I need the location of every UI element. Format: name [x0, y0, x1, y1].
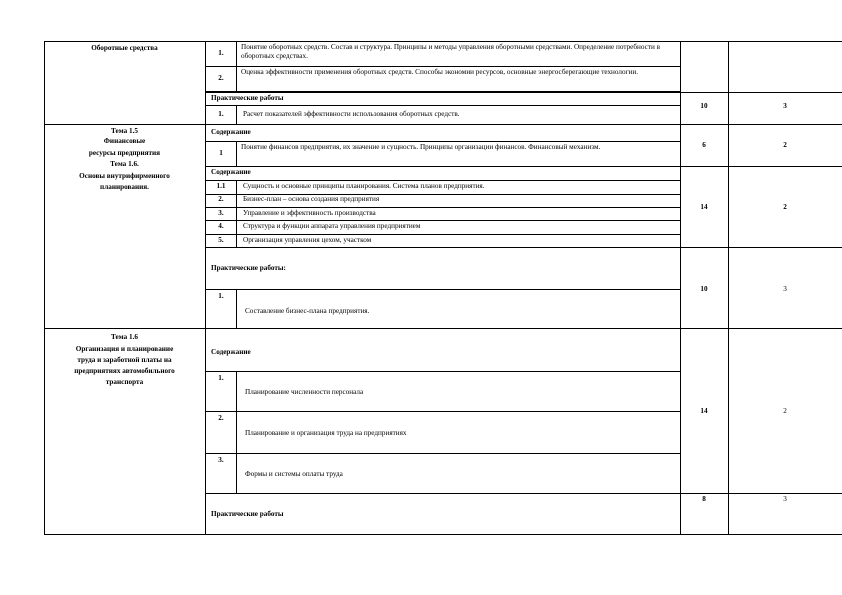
- item-number: 1.: [218, 374, 224, 382]
- item-number: 1.: [218, 292, 224, 300]
- hours-value: 6: [702, 141, 706, 149]
- item-text: Составление бизнес-плана предприятия.: [245, 307, 370, 315]
- topic-line: Финансовые: [103, 137, 146, 145]
- hours-value: 10: [700, 102, 708, 110]
- topic-line: труда и заработной платы на: [77, 356, 172, 364]
- level-value: 2: [783, 141, 787, 149]
- hours-value: 14: [700, 407, 708, 415]
- level-value: 3: [783, 495, 787, 503]
- level-value: 2: [783, 407, 787, 415]
- hours-value: 14: [700, 203, 708, 211]
- topic-line: Тема 1.6: [111, 333, 138, 341]
- item-text: Расчет показателей эффективности использования оборотных средств.: [243, 110, 460, 118]
- level-value: 3: [783, 285, 787, 293]
- content-label: Содержание: [211, 168, 251, 176]
- topic-line: Тема 1.6.: [110, 160, 139, 168]
- table-bottom-border: [44, 534, 842, 535]
- level-value: 3: [783, 102, 787, 110]
- level-value: 2: [783, 203, 787, 211]
- item-text: Бизнес-план – основа создания предприятия: [243, 195, 380, 203]
- topic-line: предприятиях автомобильного: [74, 367, 175, 375]
- topic-line: Организация и планирование: [75, 345, 174, 353]
- hours-value: 8: [702, 495, 706, 503]
- topic-line: Тема 1.5: [111, 127, 138, 135]
- hours-value: 10: [700, 285, 708, 293]
- item-number: 2.: [218, 74, 224, 82]
- item-number: 2.: [218, 414, 224, 422]
- item-text: Управление и эффективность производства: [243, 209, 376, 217]
- topic-title: Оборотные средства: [91, 44, 158, 52]
- item-number: 3.: [218, 456, 224, 464]
- item-number: 1.: [218, 49, 224, 57]
- item-number: 4.: [218, 222, 224, 230]
- topic-line: Основы внутрифирменного: [79, 172, 170, 180]
- table-top-border: [44, 41, 842, 42]
- item-text: Организация управления цехом, участком: [243, 236, 372, 244]
- practice-label: Практические работы: [211, 94, 284, 102]
- item-number: 1.1: [216, 182, 226, 190]
- item-number: 5.: [218, 236, 224, 244]
- item-text: Планирование численности персонала: [245, 388, 364, 396]
- item-text: Оценка эффективности применения оборотных средств. Способы экономии ресурсов, основные энергосберегающие технологии.: [241, 68, 639, 76]
- practice-label: Практические работы:: [211, 264, 286, 272]
- topic-line: транспорта: [105, 378, 144, 386]
- item-text: Сущность и основные принципы планирования. Система планов предприятия.: [243, 182, 485, 190]
- item-number: 1.: [218, 110, 224, 118]
- item-number: 1: [219, 149, 223, 157]
- practice-label: Практические работы: [211, 510, 284, 518]
- item-number: 2.: [218, 195, 224, 203]
- topic-line: ресурсы предприятия: [88, 149, 161, 157]
- content-label: Содержание: [211, 348, 251, 356]
- item-text: Структура и функции аппарата управления предприятием: [243, 222, 421, 230]
- item-text: Формы и системы оплаты труда: [245, 470, 343, 478]
- item-text: Понятие финансов предприятия, их значение и сущность. Принципы организации финансов. Финансовый механизм.: [241, 143, 601, 151]
- table-left-border: [44, 41, 45, 535]
- item-text: Понятие оборотных средств. Состав и структура. Принципы и методы управления оборотными средствами. Определение потребности в оборотных средствах.: [241, 43, 661, 60]
- content-label: Содержание: [211, 128, 251, 136]
- item-text: Планирование и организация труда на предприятиях: [245, 429, 407, 437]
- item-number: 3.: [218, 209, 224, 217]
- topic-line: планирования.: [100, 183, 149, 191]
